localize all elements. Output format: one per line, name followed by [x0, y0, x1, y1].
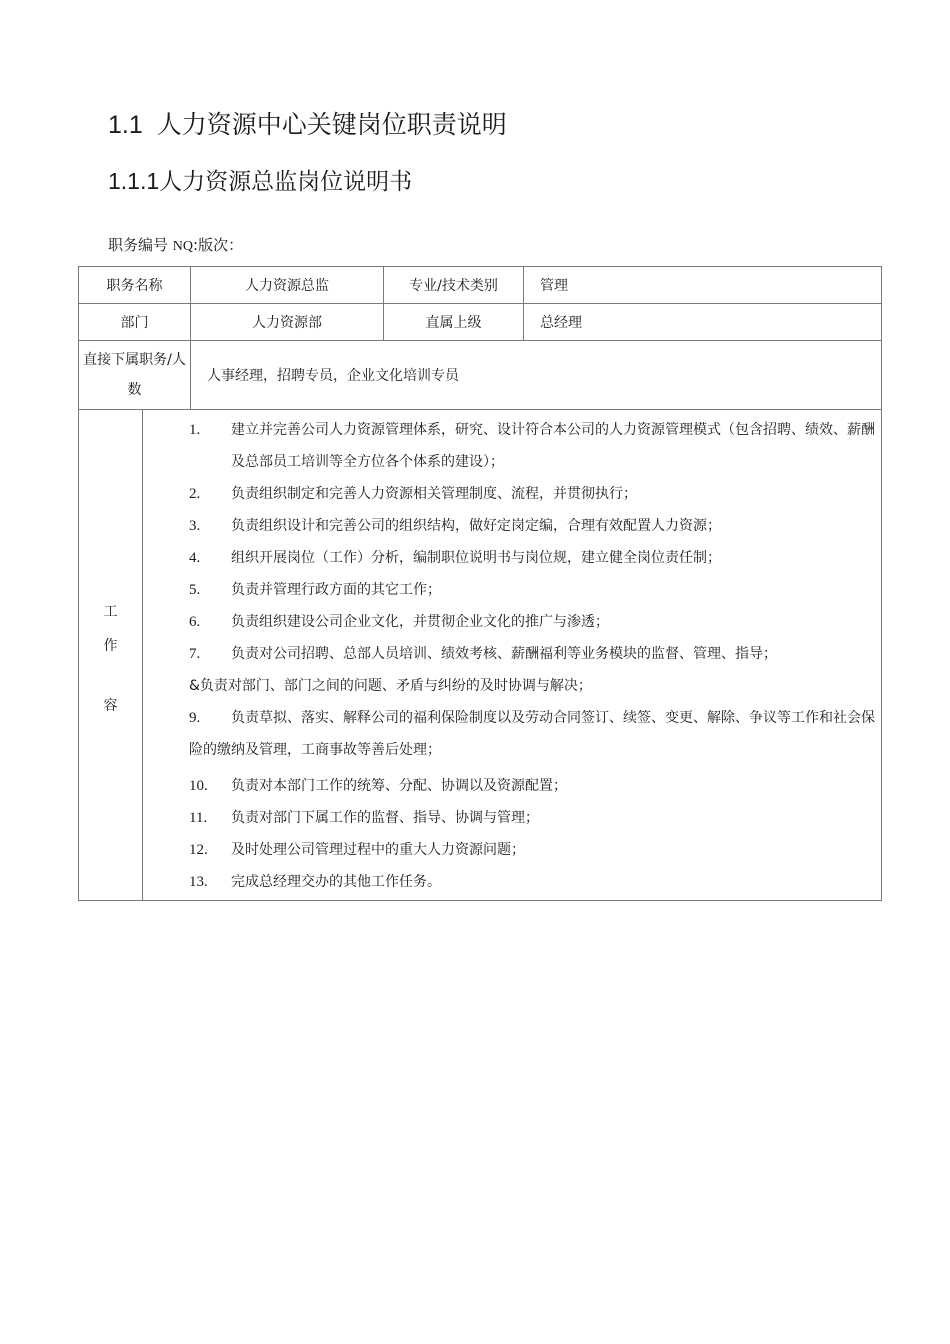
item-number: 4.	[189, 550, 201, 566]
subordinates-label: 直接下属职务/人数	[79, 341, 191, 410]
list-item	[189, 606, 875, 638]
list-item	[189, 770, 875, 802]
subsection-title: 人力资源总监岗位说明书	[159, 169, 413, 195]
item-number: 2.	[189, 486, 201, 502]
item-text: 组织开展岗位（工作）分析，编制职位说明书与岗位规，建立健全岗位责任制；	[231, 550, 721, 566]
item-number: 6.	[189, 614, 201, 630]
list-item	[189, 574, 875, 606]
item-text: 负责草拟、落实、解释公司的福利保险制度以及劳动合同签订、续签、变更、解除、争议等工作和社会保险的缴纳及管理，工商事故等善后处理；	[189, 710, 875, 758]
table-row	[79, 267, 882, 304]
category-label: 专业/技术类别	[384, 267, 524, 304]
subsection-heading	[108, 165, 412, 198]
job-title-label: 职务名称	[79, 267, 191, 304]
item-number: 9.	[189, 710, 201, 726]
subordinates-value: 人事经理，招聘专员，企业文化培训专员	[191, 341, 882, 410]
job-title-value: 人力资源总监	[191, 267, 384, 304]
duties-label-char: 容	[103, 698, 118, 714]
item-number: 3.	[189, 518, 201, 534]
list-item	[189, 866, 875, 898]
list-item	[189, 638, 875, 670]
job-description-table	[78, 266, 882, 901]
list-item	[189, 542, 875, 574]
item-number: 13.	[189, 874, 208, 890]
item-text: 负责组织建设公司企业文化，并贯彻企业文化的推广与渗透；	[231, 614, 609, 630]
item-text: 完成总经理交办的其他工作任务。	[231, 874, 441, 890]
list-item	[189, 802, 875, 834]
item-number: 10.	[189, 778, 208, 794]
list-item	[189, 510, 875, 542]
item-number: 12.	[189, 842, 208, 858]
list-item	[189, 702, 875, 766]
list-item	[189, 414, 875, 478]
table-row	[79, 304, 882, 341]
section-heading	[108, 108, 507, 142]
supervisor-label: 直属上级	[384, 304, 524, 341]
duties-label-char: 作	[103, 638, 118, 654]
duties-list	[143, 410, 882, 901]
job-code: NQ	[172, 239, 194, 254]
list-item	[189, 670, 875, 702]
item-text: 负责对本部门工作的统筹、分配、协调以及资源配置；	[231, 778, 567, 794]
item-number: 7.	[189, 646, 201, 662]
category-value: 管理	[524, 267, 882, 304]
supervisor-value: 总经理	[524, 304, 882, 341]
item-text: &负责对部门、部门之间的问题、矛盾与纠纷的及时协调与解决；	[189, 678, 592, 694]
duties-label-char: 工	[103, 604, 118, 620]
item-text: 建立并完善公司人力资源管理体系，研究、设计符合本公司的人力资源管理模式（包含招聘、绩效、薪酬及总部员工培训等全方位各个体系的建设）；	[231, 422, 875, 470]
item-text: 负责并管理行政方面的其它工作；	[231, 582, 441, 598]
department-value: 人力资源部	[191, 304, 384, 341]
item-number: 1.	[189, 422, 201, 438]
job-meta-line	[108, 233, 243, 259]
table-row	[79, 410, 882, 901]
item-text: 负责组织制定和完善人力资源相关管理制度、流程，并贯彻执行；	[231, 486, 637, 502]
item-number: 5.	[189, 582, 201, 598]
item-text: 负责对公司招聘、总部人员培训、绩效考核、薪酬福利等业务模块的监督、管理、指导；	[231, 646, 777, 662]
subsection-number: 1.1.1	[108, 168, 160, 194]
item-number: 11.	[189, 810, 208, 826]
table-row	[79, 341, 882, 410]
item-text: 负责对部门下属工作的监督、指导、协调与管理；	[231, 810, 539, 826]
department-label: 部门	[79, 304, 191, 341]
section-title: 人力资源中心关键岗位职责说明	[156, 110, 507, 139]
duties-label	[79, 410, 143, 901]
section-number: 1.1	[108, 111, 143, 139]
item-text: 及时处理公司管理过程中的重大人力资源问题；	[231, 842, 525, 858]
list-item	[189, 478, 875, 510]
list-item	[189, 834, 875, 866]
job-code-label: 职务编号	[108, 236, 169, 254]
item-text: 负责组织设计和完善公司的组织结构，做好定岗定编，合理有效配置人力资源；	[231, 518, 721, 534]
version-label: :版次：	[193, 236, 244, 254]
